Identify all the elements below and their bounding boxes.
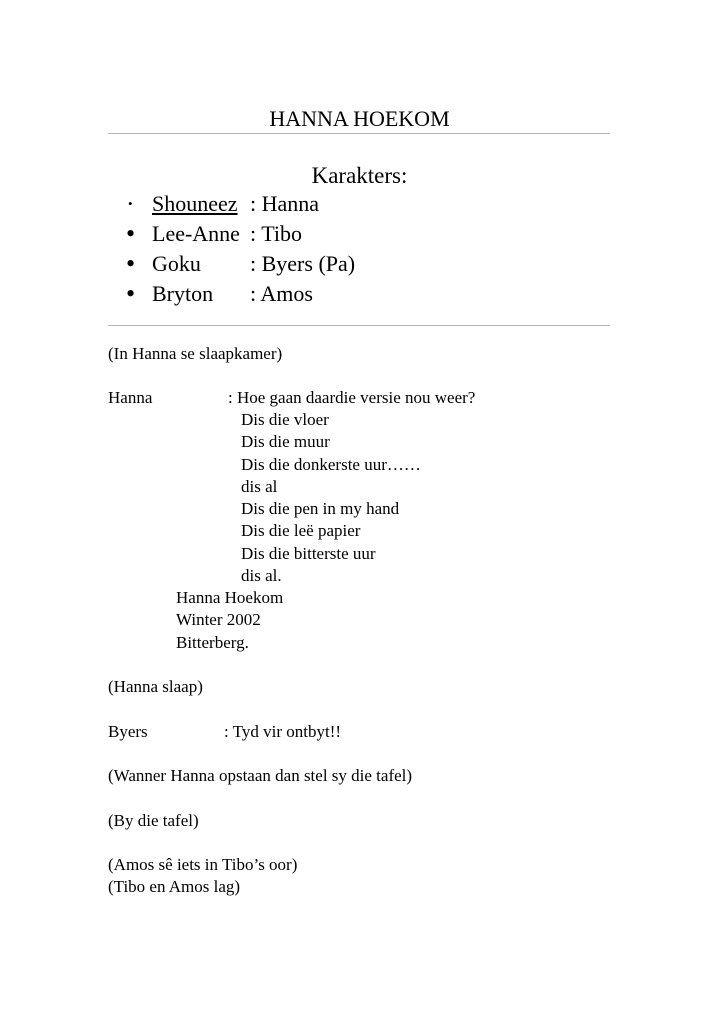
dialogue-line: : Hoe gaan daardie versie nou weer?	[228, 388, 476, 407]
dialogue-line: : Tyd vir ontbyt!!	[224, 722, 342, 741]
cast-role: : Hanna	[250, 191, 320, 216]
cast-role: : Amos	[250, 281, 313, 306]
poem-line: Dis die leë papier	[241, 521, 361, 540]
speaker-name: Byers	[108, 722, 148, 741]
bullet-icon: •	[128, 196, 133, 211]
stage-direction: (Wanner Hanna opstaan dan stel sy die tafel)	[108, 766, 413, 785]
poem-signature: Hanna Hoekom	[176, 588, 284, 607]
bullet-icon: •	[126, 219, 136, 248]
poem-line: Dis die vloer	[241, 410, 329, 429]
poem-line: Dis die bitterste uur	[241, 544, 376, 563]
cast-actor: Shouneez	[152, 191, 238, 216]
cast-divider	[108, 325, 610, 326]
poem-signature: Bitterberg.	[176, 633, 249, 652]
cast-actor: Bryton	[152, 281, 214, 306]
bullet-icon: •	[126, 279, 136, 308]
cast-actor: Goku	[152, 251, 201, 276]
poem-signature: Winter 2002	[176, 610, 261, 629]
cast-role: : Tibo	[250, 221, 302, 246]
poem-line: dis al.	[241, 566, 282, 585]
document-title: HANNA HOEKOM	[269, 106, 450, 131]
poem-line: dis al	[241, 477, 278, 496]
stage-direction: (Tibo en Amos lag)	[108, 877, 241, 896]
poem-line: Dis die muur	[241, 432, 330, 451]
cast-actor: Lee-Anne	[152, 221, 240, 246]
stage-direction: (By die tafel)	[108, 811, 199, 830]
stage-direction: (Hanna slaap)	[108, 677, 203, 696]
stage-direction: (Amos sê iets in Tibo’s oor)	[108, 855, 298, 874]
cast-role: : Byers (Pa)	[250, 251, 356, 276]
poem-line: Dis die donkerste uur……	[241, 455, 421, 474]
cast-heading: Karakters:	[311, 163, 408, 188]
speaker-name: Hanna	[108, 388, 153, 407]
poem-line: Dis die pen in my hand	[241, 499, 400, 518]
bullet-icon: •	[126, 249, 136, 278]
stage-direction: (In Hanna se slaapkamer)	[108, 344, 283, 363]
title-divider	[108, 133, 610, 134]
